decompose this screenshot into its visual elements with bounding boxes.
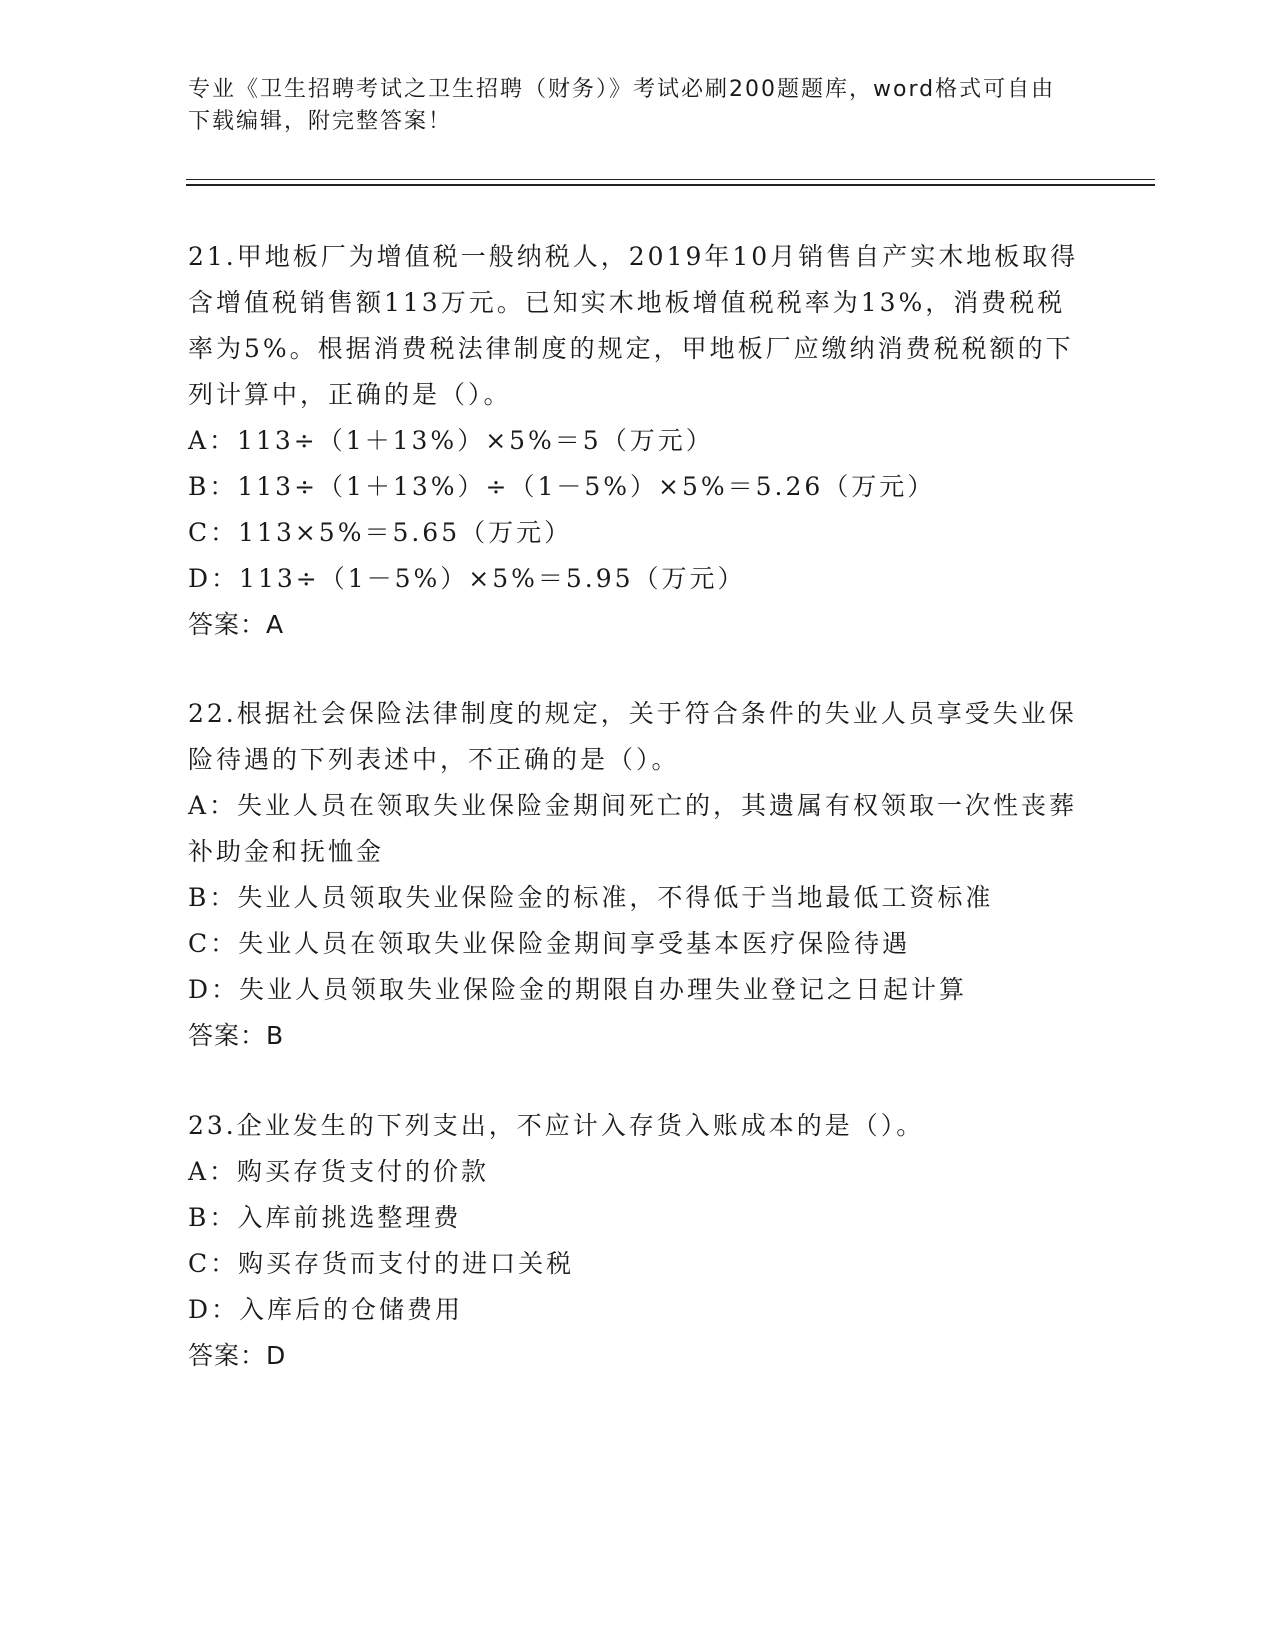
- header-intro-text: 专业《卫生招聘考试之卫生招聘（财务）》考试必刷200题题库，word格式可自由下载编辑，附完整答案！: [188, 77, 1056, 134]
- question-23: [188, 1103, 1088, 1379]
- option-b: B：入库前挑选整理费: [188, 1203, 462, 1232]
- question-stem: 21.甲地板厂为增值税一般纳税人，2019年10月销售自产实木地板取得含增值税销售额113万元。已知实木地板增值税税率为13%，消费税税率为5%。根据消费税法律制度的规定，甲地板厂应缴纳消费税税额的下列计算中，正确的是（）。: [188, 242, 1079, 409]
- option-d: D：入库后的仓储费用: [188, 1295, 464, 1324]
- option-a: A：购买存货支付的价款: [188, 1157, 490, 1186]
- question-22: [188, 691, 1088, 1059]
- answer-line: 答案：D: [188, 1341, 287, 1370]
- answer-line: 答案：B: [188, 1021, 285, 1050]
- header-divider-thin: [186, 179, 1155, 180]
- option-a: A：失业人员在领取失业保险金期间死亡的，其遗属有权领取一次性丧葬补助金和抚恤金: [188, 791, 1078, 866]
- option-b: B：失业人员领取失业保险金的标准，不得低于当地最低工资标准: [188, 883, 994, 912]
- question-stem: 22.根据社会保险法律制度的规定，关于符合条件的失业人员享受失业保险待遇的下列表述中，不正确的是（）。: [188, 699, 1077, 774]
- option-d: D：失业人员领取失业保险金的期限自办理失业登记之日起计算: [188, 975, 968, 1004]
- option-a: A：113÷（1＋13%）×5%＝5（万元）: [188, 426, 714, 455]
- option-c: C：购买存货而支付的进口关税: [188, 1249, 575, 1278]
- option-c: C：113×5%＝5.65（万元）: [188, 518, 573, 547]
- question-stem: 23.企业发生的下列支出，不应计入存货入账成本的是（）。: [188, 1111, 925, 1140]
- option-d: D：113÷（1－5%）×5%＝5.95（万元）: [188, 564, 746, 593]
- document-header: [188, 74, 1068, 138]
- question-21: [188, 234, 1088, 648]
- answer-line: 答案：A: [188, 610, 285, 639]
- header-divider-thick: [186, 184, 1155, 186]
- option-c: C：失业人员在领取失业保险金期间享受基本医疗保险待遇: [188, 929, 911, 958]
- option-b: B：113÷（1＋13%）÷（1－5%）×5%＝5.26（万元）: [188, 472, 936, 501]
